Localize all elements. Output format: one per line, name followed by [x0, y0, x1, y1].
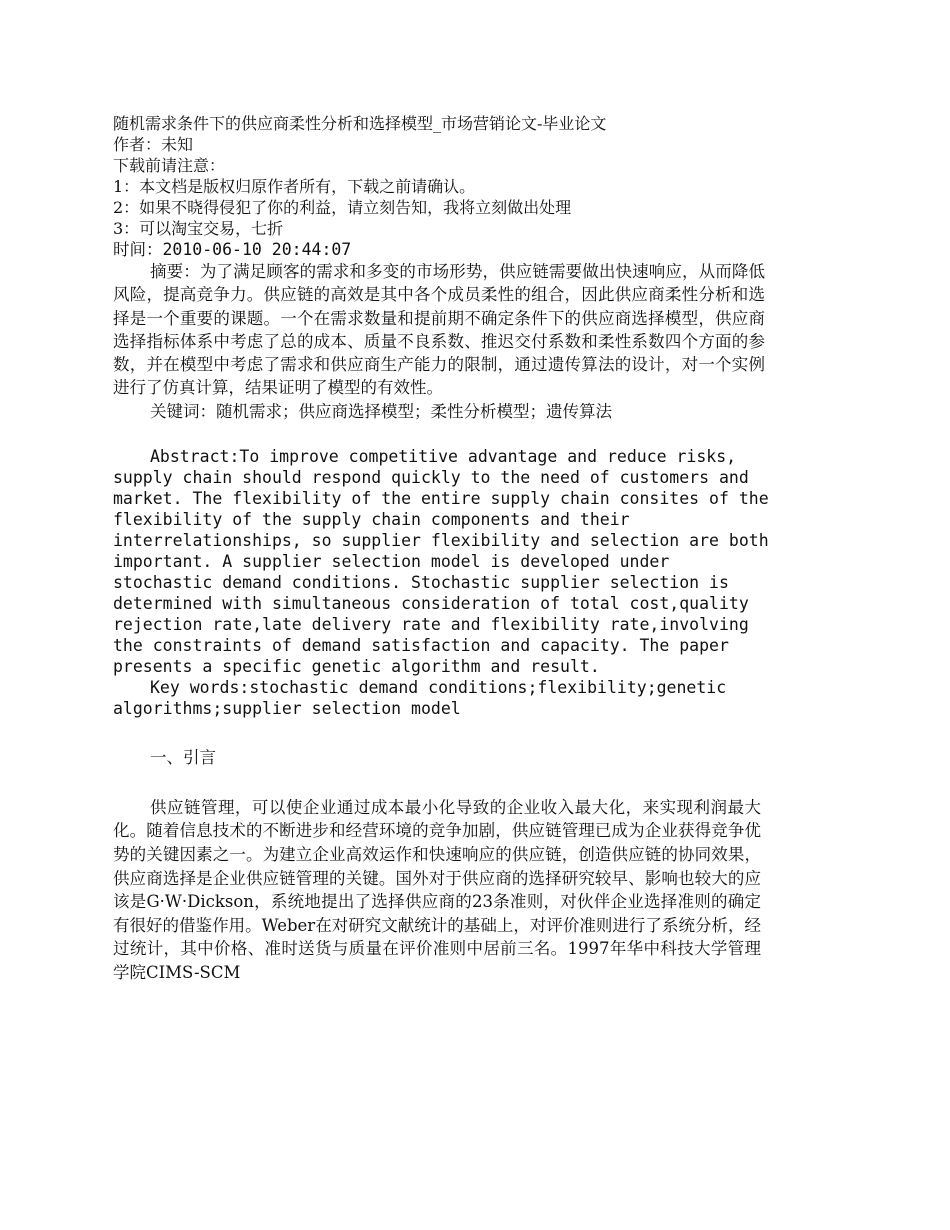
keywords-chinese: 关键词：随机需求；供应商选择模型；柔性分析模型；遗传算法 — [150, 401, 612, 421]
document-title: 随机需求条件下的供应商柔性分析和选择模型_市场营销论文-毕业论文 — [113, 114, 607, 133]
spacer — [113, 769, 770, 796]
keywords-english: Key words:stochastic demand conditions;flexibility;genetic algorithms;supplier selection model — [113, 677, 727, 718]
abstract-english: Abstract:To improve competitive advantage and reduce risks, supply chain should respond quickly to the need of customers and market. The flexibility of the entire supply chain consites of the flexibility of the supply chain components and their interrelationships, so supplier flexibility and selection are both important. A supplier selection model is developed under stochastic demand conditions. Stochastic supplier selection is determined with simultaneous consideration of total cost,quality rejection rate,late delivery rate and flexibility rate,involving the constraints of demand satisfaction and capacity. The paper presents a specific genetic algorithm and result. — [113, 446, 769, 676]
author-line: 作者：未知 — [113, 135, 194, 154]
time-line: 时间：2010-06-10 20:44:07 — [113, 240, 352, 259]
abstract-chinese: 摘要：为了满足顾客的需求和多变的市场形势，供应链需要做出快速响应，从而降低风险，提高竞争力。供应链的高效是其中各个成员柔性的组合，因此供应商柔性分析和选择是一个重要的课题。一个在需求数量和提前期不确定条件下的供应商选择模型，供应商选择指标体系中考虑了总的成本、质量不良系数、推迟交付系数和柔性系数四个方面的参数，并在模型中考虑了需求和供应商生产能力的限制，通过遗传算法的设计，对一个实例进行了仿真计算，结果证明了模型的有效性。 — [113, 262, 765, 398]
download-notice-title: 下载前请注意： — [113, 156, 226, 175]
notice-item-3: 3：可以淘宝交易，七折 — [113, 219, 284, 238]
notice-item-1: 1：本文档是版权归原作者所有，下载之前请确认。 — [113, 177, 476, 196]
spacer — [113, 719, 770, 746]
notice-item-2: 2：如果不晓得侵犯了你的利益，请立刻告知，我将立刻做出处理 — [113, 198, 572, 217]
section-heading: 一、引言 — [150, 747, 216, 767]
spacer — [113, 423, 770, 446]
introduction-paragraph: 供应链管理，可以使企业通过成本最小化导致的企业收入最大化，来实现利润最大化。随着信息技术的不断进步和经营环境的竞争加剧，供应链管理已成为企业获得竞争优势的关键因素之一。为建立企业高效运作和快速响应的供应链，创造供应链的协同效果，供应商选择是企业供应链管理的关键。国外对于供应商的选择研究较早、影响也较大的应该是G·W·Dickson，系统地提出了选择供应商的23条准则，对伙伴企业选择准则的确定有很好的借鉴作用。Weber在对研究文献统计的基础上，对评价准则进行了系统分析，经过统计，其中价格、准时送货与质量在评价准则中居前三名。1997年华中科技大学管理学院CIMS-SCM — [113, 797, 761, 982]
